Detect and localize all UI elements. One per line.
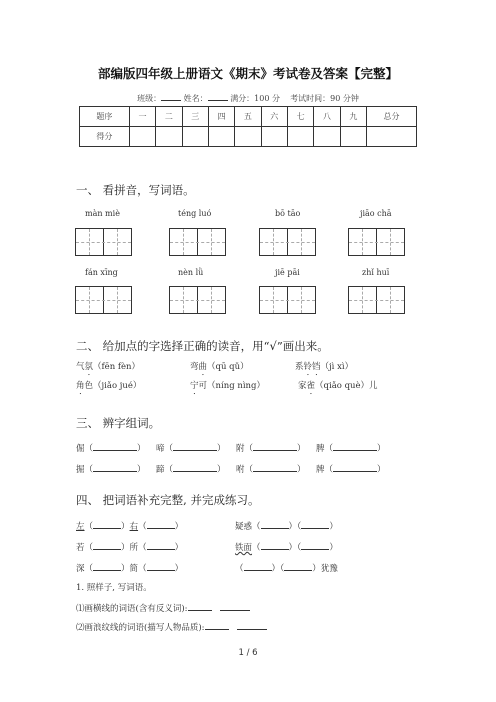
score-cell[interactable] xyxy=(182,127,208,147)
score-table-score-row xyxy=(80,127,417,147)
writing-grid[interactable] xyxy=(348,228,405,256)
char: 深 xyxy=(76,564,85,574)
dotted-char: 宁 xyxy=(190,381,199,391)
table-cell: 七 xyxy=(287,107,313,127)
dotted-char: 角 xyxy=(76,381,85,391)
char: 左 xyxy=(76,522,85,532)
answer-blank[interactable] xyxy=(333,462,377,472)
answer-blank[interactable] xyxy=(237,620,267,630)
answer-blank[interactable] xyxy=(93,561,121,571)
exam-time: 考试时间：90 分钟 xyxy=(290,94,359,103)
question-1: 1. 照样子, 写词语。 xyxy=(76,583,152,593)
reading-choice[interactable] xyxy=(190,360,249,377)
answer-blank[interactable] xyxy=(147,561,175,571)
paren: （ xyxy=(164,465,174,475)
pinyin-options: （qū qǔ） xyxy=(207,362,249,372)
table-cell: 五 xyxy=(235,107,261,127)
score-cell[interactable] xyxy=(314,127,340,147)
table-cell: 三 xyxy=(182,107,208,127)
section-1-heading: 一、 看拼音，写词语。 xyxy=(76,183,195,197)
section-4-heading: 四、 把词语补充完整, 并完成练习。 xyxy=(76,493,260,507)
score-table-header-row xyxy=(80,107,417,127)
reading-choice[interactable] xyxy=(76,360,140,377)
question-text: ⑵画浪纹线的词语(描写人物品质): xyxy=(76,623,205,633)
score-cell[interactable] xyxy=(340,127,366,147)
paren: ） xyxy=(174,543,184,553)
answer-blank[interactable] xyxy=(173,462,217,472)
paren: （ xyxy=(84,444,94,454)
answer-blank[interactable] xyxy=(253,462,297,472)
paren: （ xyxy=(138,522,147,532)
answer-blank[interactable] xyxy=(261,540,289,550)
pinyin-label: jiāo chā xyxy=(360,209,392,218)
paren: ） xyxy=(297,444,306,454)
word-group-item xyxy=(316,462,386,475)
paren: （ xyxy=(280,564,285,574)
word-text: 气 xyxy=(76,362,85,372)
word-group-item xyxy=(236,441,306,454)
table-cell: 九 xyxy=(340,107,366,127)
total-pages: 6 xyxy=(252,648,258,658)
word-group-item xyxy=(156,441,226,454)
class-blank[interactable] xyxy=(161,91,181,101)
paren: （ xyxy=(252,543,261,553)
paren: ） xyxy=(174,522,184,532)
pinyin-label: zhǐ huī xyxy=(362,268,390,277)
table-cell: 一 xyxy=(129,107,155,127)
idiom-fill xyxy=(235,540,338,553)
paren: （ xyxy=(244,465,254,475)
page-title: 部编版四年级上册语文《期末》考试卷及答案【完整】 xyxy=(97,66,398,81)
section-2-heading: 二、 给加点的字选择正确的读音，用“√”画出来。 xyxy=(76,339,329,353)
paren: ） xyxy=(297,465,306,475)
answer-blank[interactable] xyxy=(93,519,121,529)
pinyin-label: téng luó xyxy=(178,209,212,218)
paren: ） xyxy=(217,444,226,454)
reading-choice[interactable] xyxy=(298,379,378,396)
writing-grid[interactable] xyxy=(259,228,316,256)
dotted-char: 雀 xyxy=(306,381,316,391)
word-text: 疑惑 xyxy=(235,522,253,532)
score-cell[interactable] xyxy=(261,127,287,147)
word-group-item xyxy=(76,441,146,454)
pinyin-options: （níng nìng） xyxy=(207,381,265,391)
paren: （ xyxy=(84,564,94,574)
paren: ） xyxy=(329,543,338,553)
char: 附 xyxy=(236,444,245,454)
paren: （ xyxy=(324,465,334,475)
paren: （ xyxy=(324,444,334,454)
answer-blank[interactable] xyxy=(205,620,229,630)
paren: （ xyxy=(138,564,147,574)
word-group-item xyxy=(76,462,146,475)
paren: （ xyxy=(84,522,94,532)
pinyin-label: nèn lǜ xyxy=(178,268,204,277)
char: 右 xyxy=(129,522,139,532)
writing-grid[interactable] xyxy=(75,228,132,256)
word-text: 铁面 xyxy=(235,543,253,553)
answer-blank[interactable] xyxy=(147,540,175,550)
section-3-heading: 三、 辨字组词。 xyxy=(76,416,161,430)
char: 啼 xyxy=(156,444,165,454)
paren: （ xyxy=(297,522,302,532)
idiom-fill xyxy=(235,561,338,574)
word-text: 系 xyxy=(295,362,304,372)
score-cell[interactable] xyxy=(129,127,155,147)
word-text: 色 xyxy=(84,381,94,391)
question-1a xyxy=(76,601,250,614)
paren: ） xyxy=(174,564,184,574)
word-text: 家 xyxy=(298,381,307,391)
char: 牌 xyxy=(316,465,325,475)
pinyin-options: （fēn fèn） xyxy=(93,362,141,372)
answer-blank[interactable] xyxy=(284,561,312,571)
char: 简 xyxy=(129,564,139,574)
answer-blank[interactable] xyxy=(333,441,377,451)
paren: ） xyxy=(121,564,130,574)
writing-grid[interactable] xyxy=(348,286,405,314)
answer-blank[interactable] xyxy=(301,540,329,550)
current-page: 1 xyxy=(238,648,244,658)
paren: （ xyxy=(244,444,254,454)
dotted-char: 曲 xyxy=(198,362,208,372)
name-blank[interactable] xyxy=(208,91,228,101)
writing-grid[interactable] xyxy=(259,286,316,314)
pinyin-label: fán xīng xyxy=(85,268,118,277)
name-label: 姓名： xyxy=(183,94,208,103)
paren: ） xyxy=(288,543,298,553)
exam-info xyxy=(0,91,496,104)
question-text: ⑴画横线的词语(含有反义词): xyxy=(76,604,188,614)
char: 倔 xyxy=(76,444,85,454)
dotted-char: 氛 xyxy=(84,362,94,372)
paren: ） xyxy=(121,522,130,532)
table-cell: 二 xyxy=(156,107,182,127)
word-group-item xyxy=(156,462,226,475)
writing-grid[interactable] xyxy=(169,228,226,256)
answer-blank[interactable] xyxy=(93,540,121,550)
reading-choice[interactable] xyxy=(295,360,353,377)
paren: （ xyxy=(164,444,174,454)
char: 若 xyxy=(76,543,85,553)
table-cell: 得分 xyxy=(80,127,130,147)
answer-blank[interactable] xyxy=(147,519,175,529)
paren: ） xyxy=(377,444,386,454)
answer-blank[interactable] xyxy=(188,601,212,611)
question-1b xyxy=(76,620,267,633)
dotted-char: 铃铛 xyxy=(303,362,321,372)
reading-choice[interactable] xyxy=(190,379,265,396)
full-score: 满分：100 分 xyxy=(230,94,280,103)
char: 蹄 xyxy=(156,465,165,475)
paren: ） xyxy=(312,564,321,574)
table-cell: 六 xyxy=(261,107,287,127)
writing-grid[interactable] xyxy=(75,286,132,314)
class-label: 班级： xyxy=(137,94,162,103)
paren: ） xyxy=(329,522,338,532)
answer-blank[interactable] xyxy=(173,441,217,451)
score-table xyxy=(79,106,417,147)
pinyin-options: （jiǎo jué） xyxy=(93,381,142,391)
paren: （ xyxy=(297,543,302,553)
score-cell[interactable] xyxy=(367,127,417,147)
word-group-item xyxy=(236,462,306,475)
table-cell: 四 xyxy=(208,107,234,127)
char: 所 xyxy=(129,543,139,553)
score-cell[interactable] xyxy=(287,127,313,147)
paren: ） xyxy=(377,465,386,475)
answer-blank[interactable] xyxy=(261,519,289,529)
pinyin-label: bō tāo xyxy=(275,209,301,218)
score-cell[interactable] xyxy=(156,127,182,147)
paren: ） xyxy=(137,444,146,454)
paren: （ xyxy=(84,543,94,553)
paren: ） xyxy=(288,522,298,532)
answer-blank[interactable] xyxy=(220,601,250,611)
table-cell: 八 xyxy=(314,107,340,127)
table-cell: 总分 xyxy=(367,107,417,127)
pinyin-options: （qiǎo què）儿 xyxy=(315,381,378,391)
idiom-fill xyxy=(76,540,183,553)
word-group-item xyxy=(316,441,386,454)
answer-blank[interactable] xyxy=(93,462,137,472)
pinyin-label: màn miè xyxy=(85,209,120,218)
paren: ） xyxy=(217,465,226,475)
idiom-fill xyxy=(235,519,338,532)
page-separator: / xyxy=(246,648,250,658)
idiom-fill xyxy=(76,519,183,532)
paren: （ xyxy=(252,522,261,532)
paren: （ xyxy=(84,465,94,475)
pinyin-options: （jì xì） xyxy=(320,362,354,372)
answer-blank[interactable] xyxy=(301,519,329,529)
table-cell: 题序 xyxy=(80,107,130,127)
pinyin-label: jiē pāi xyxy=(275,268,300,277)
score-cell[interactable] xyxy=(208,127,234,147)
writing-grid[interactable] xyxy=(169,286,226,314)
answer-blank[interactable] xyxy=(93,441,137,451)
idiom-fill xyxy=(76,561,183,574)
paren: ） xyxy=(271,564,281,574)
answer-blank[interactable] xyxy=(253,441,297,451)
word-text: 可 xyxy=(198,381,208,391)
answer-blank[interactable] xyxy=(244,561,272,571)
paren: ） xyxy=(137,465,146,475)
score-cell[interactable] xyxy=(235,127,261,147)
word-text: 弯 xyxy=(190,362,199,372)
paren: （ xyxy=(138,543,147,553)
reading-choice[interactable] xyxy=(76,379,141,396)
paren: ） xyxy=(121,543,130,553)
char: 脾 xyxy=(316,444,325,454)
char: 咐 xyxy=(236,465,245,475)
paren: （ xyxy=(235,564,244,574)
char: 掘 xyxy=(76,465,85,475)
page-number xyxy=(0,648,496,658)
word-text: 犹豫 xyxy=(320,564,338,574)
